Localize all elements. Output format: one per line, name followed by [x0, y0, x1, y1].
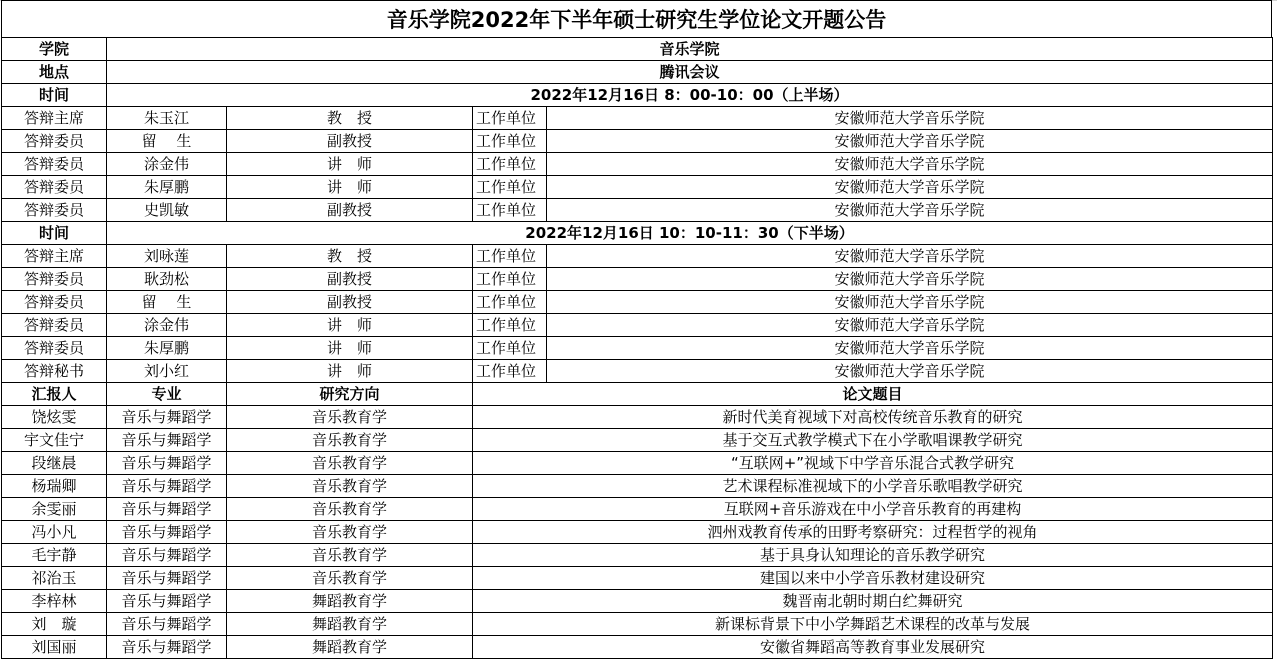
member-title[interactable]: 教 授 [227, 107, 473, 130]
member-unit[interactable]: 安徽师范大学音乐学院 [547, 153, 1273, 176]
committee-row [2, 337, 1273, 360]
location-label[interactable]: 地点 [2, 61, 107, 84]
college-row [2, 38, 1273, 61]
college-label[interactable]: 学院 [2, 38, 107, 61]
member-title[interactable]: 副教授 [227, 130, 473, 153]
student-direction[interactable]: 音乐教育学 [227, 475, 473, 498]
member-unit-label[interactable]: 工作单位 [473, 245, 547, 268]
committee-row [2, 360, 1273, 383]
member-name[interactable]: 刘小红 [107, 360, 227, 383]
member-title[interactable]: 讲 师 [227, 337, 473, 360]
member-name[interactable]: 朱厚鹏 [107, 337, 227, 360]
member-unit[interactable]: 安徽师范大学音乐学院 [547, 107, 1273, 130]
committee-row [2, 291, 1273, 314]
student-thesis[interactable]: 基于具身认知理论的音乐教学研究 [473, 544, 1273, 567]
table-body [2, 38, 1273, 659]
student-name[interactable]: 余雯丽 [2, 498, 107, 521]
member-title[interactable]: 讲 师 [227, 153, 473, 176]
member-unit-label[interactable]: 工作单位 [473, 153, 547, 176]
member-role[interactable]: 答辩委员 [2, 153, 107, 176]
member-unit-label[interactable]: 工作单位 [473, 199, 547, 222]
member-name[interactable]: 留 生 [107, 130, 227, 153]
student-thesis[interactable]: 安徽省舞蹈高等教育事业发展研究 [473, 636, 1273, 659]
member-role[interactable]: 答辩秘书 [2, 360, 107, 383]
student-direction[interactable]: 音乐教育学 [227, 521, 473, 544]
member-unit[interactable]: 安徽师范大学音乐学院 [547, 245, 1273, 268]
member-unit[interactable]: 安徽师范大学音乐学院 [547, 314, 1273, 337]
member-unit-label[interactable]: 工作单位 [473, 268, 547, 291]
student-thesis[interactable]: 新课标背景下中小学舞蹈艺术课程的改革与发展 [473, 613, 1273, 636]
student-row [2, 590, 1273, 613]
member-name[interactable]: 耿劲松 [107, 268, 227, 291]
student-thesis[interactable]: 艺术课程标准视域下的小学音乐歌唱教学研究 [473, 475, 1273, 498]
member-unit-label[interactable]: 工作单位 [473, 107, 547, 130]
student-major[interactable]: 音乐与舞蹈学 [107, 567, 227, 590]
student-row [2, 567, 1273, 590]
committee-row [2, 199, 1273, 222]
student-major[interactable]: 音乐与舞蹈学 [107, 452, 227, 475]
member-name[interactable]: 刘咏莲 [107, 245, 227, 268]
committee-row [2, 176, 1273, 199]
member-name[interactable]: 涂金伟 [107, 314, 227, 337]
header-major[interactable]: 专业 [107, 383, 227, 406]
committee-row [2, 314, 1273, 337]
session1-time-row [2, 84, 1273, 107]
student-thesis[interactable]: 新时代美育视域下对高校传统音乐教育的研究 [473, 406, 1273, 429]
student-name[interactable]: 宇文佳宁 [2, 429, 107, 452]
student-direction[interactable]: 音乐教育学 [227, 498, 473, 521]
committee-row [2, 130, 1273, 153]
session1-time-label[interactable]: 时间 [2, 84, 107, 107]
member-name[interactable]: 留 生 [107, 291, 227, 314]
member-title[interactable]: 讲 师 [227, 314, 473, 337]
committee-row [2, 153, 1273, 176]
member-title[interactable]: 副教授 [227, 268, 473, 291]
committee-row [2, 268, 1273, 291]
member-name[interactable]: 史凯敏 [107, 199, 227, 222]
committee-row [2, 107, 1273, 130]
location-value[interactable]: 腾讯会议 [107, 61, 1273, 84]
student-row [2, 636, 1273, 659]
member-role[interactable]: 答辩委员 [2, 268, 107, 291]
student-major[interactable]: 音乐与舞蹈学 [107, 636, 227, 659]
student-name[interactable]: 饶炫雯 [2, 406, 107, 429]
member-title[interactable]: 讲 师 [227, 176, 473, 199]
member-unit-label[interactable]: 工作单位 [473, 337, 547, 360]
student-major[interactable]: 音乐与舞蹈学 [107, 475, 227, 498]
member-name[interactable]: 涂金伟 [107, 153, 227, 176]
student-major[interactable]: 音乐与舞蹈学 [107, 429, 227, 452]
student-direction[interactable]: 舞蹈教育学 [227, 590, 473, 613]
member-unit-label[interactable]: 工作单位 [473, 130, 547, 153]
member-role[interactable]: 答辩委员 [2, 291, 107, 314]
student-row [2, 406, 1273, 429]
committee-row [2, 245, 1273, 268]
student-direction[interactable]: 音乐教育学 [227, 567, 473, 590]
student-thesis[interactable]: “互联网+”视域下中学音乐混合式教学研究 [473, 452, 1273, 475]
header-reporter[interactable]: 汇报人 [2, 383, 107, 406]
member-role[interactable]: 答辩委员 [2, 314, 107, 337]
student-direction[interactable]: 音乐教育学 [227, 406, 473, 429]
session2-time-value[interactable]: 2022年12月16日 10：10-11：30（下半场） [107, 222, 1273, 245]
student-name[interactable]: 祁治玉 [2, 567, 107, 590]
member-title[interactable]: 副教授 [227, 291, 473, 314]
member-title[interactable]: 副教授 [227, 199, 473, 222]
member-unit-label[interactable]: 工作单位 [473, 176, 547, 199]
member-name[interactable]: 朱厚鹏 [107, 176, 227, 199]
member-role[interactable]: 答辩委员 [2, 337, 107, 360]
student-major[interactable]: 音乐与舞蹈学 [107, 498, 227, 521]
students-header-row [2, 383, 1273, 406]
member-role[interactable]: 答辩主席 [2, 107, 107, 130]
student-thesis[interactable]: 魏晋南北朝时期白纻舞研究 [473, 590, 1273, 613]
student-direction[interactable]: 舞蹈教育学 [227, 613, 473, 636]
session2-time-label[interactable]: 时间 [2, 222, 107, 245]
student-name[interactable]: 刘国丽 [2, 636, 107, 659]
student-direction[interactable]: 舞蹈教育学 [227, 636, 473, 659]
student-name[interactable]: 毛宇静 [2, 544, 107, 567]
student-direction[interactable]: 音乐教育学 [227, 544, 473, 567]
student-name[interactable]: 段继晨 [2, 452, 107, 475]
student-thesis[interactable]: 泗州戏教育传承的田野考察研究：过程哲学的视角 [473, 521, 1273, 544]
student-name[interactable]: 冯小凡 [2, 521, 107, 544]
student-row [2, 429, 1273, 452]
member-unit[interactable]: 安徽师范大学音乐学院 [547, 199, 1273, 222]
page-title[interactable]: 音乐学院2022年下半年硕士研究生学位论文开题公告 [1, 0, 1272, 37]
header-thesis[interactable]: 论文题目 [473, 383, 1273, 406]
member-unit[interactable]: 安徽师范大学音乐学院 [547, 268, 1273, 291]
student-major[interactable]: 音乐与舞蹈学 [107, 521, 227, 544]
student-row [2, 613, 1273, 636]
member-title[interactable]: 教 授 [227, 245, 473, 268]
student-row [2, 475, 1273, 498]
member-unit-label[interactable]: 工作单位 [473, 291, 547, 314]
session1-time-value[interactable]: 2022年12月16日 8：00-10：00（上半场） [107, 84, 1273, 107]
member-name[interactable]: 朱玉江 [107, 107, 227, 130]
member-role[interactable]: 答辩委员 [2, 199, 107, 222]
session2-time-row [2, 222, 1273, 245]
member-unit[interactable]: 安徽师范大学音乐学院 [547, 337, 1273, 360]
member-role[interactable]: 答辩委员 [2, 176, 107, 199]
student-thesis[interactable]: 基于交互式教学模式下在小学歌唱课教学研究 [473, 429, 1273, 452]
member-unit[interactable]: 安徽师范大学音乐学院 [547, 291, 1273, 314]
student-name[interactable]: 杨瑞卿 [2, 475, 107, 498]
student-major[interactable]: 音乐与舞蹈学 [107, 613, 227, 636]
student-direction[interactable]: 音乐教育学 [227, 452, 473, 475]
student-row [2, 452, 1273, 475]
member-unit[interactable]: 安徽师范大学音乐学院 [547, 130, 1273, 153]
member-unit-label[interactable]: 工作单位 [473, 360, 547, 383]
student-name[interactable]: 刘 璇 [2, 613, 107, 636]
announcement-table [1, 37, 1273, 659]
member-role[interactable]: 答辩委员 [2, 130, 107, 153]
student-row [2, 544, 1273, 567]
member-title[interactable]: 讲 师 [227, 360, 473, 383]
student-row [2, 521, 1273, 544]
student-thesis[interactable]: 互联网+音乐游戏在中小学音乐教育的再建构 [473, 498, 1273, 521]
college-value[interactable]: 音乐学院 [107, 38, 1273, 61]
location-row [2, 61, 1273, 84]
student-major[interactable]: 音乐与舞蹈学 [107, 406, 227, 429]
student-name[interactable]: 李梓林 [2, 590, 107, 613]
member-unit-label[interactable]: 工作单位 [473, 314, 547, 337]
student-row [2, 498, 1273, 521]
member-unit[interactable]: 安徽师范大学音乐学院 [547, 176, 1273, 199]
student-major[interactable]: 音乐与舞蹈学 [107, 544, 227, 567]
student-direction[interactable]: 音乐教育学 [227, 429, 473, 452]
student-major[interactable]: 音乐与舞蹈学 [107, 590, 227, 613]
header-direction[interactable]: 研究方向 [227, 383, 473, 406]
student-thesis[interactable]: 建国以来中小学音乐教材建设研究 [473, 567, 1273, 590]
member-unit[interactable]: 安徽师范大学音乐学院 [547, 360, 1273, 383]
member-role[interactable]: 答辩主席 [2, 245, 107, 268]
